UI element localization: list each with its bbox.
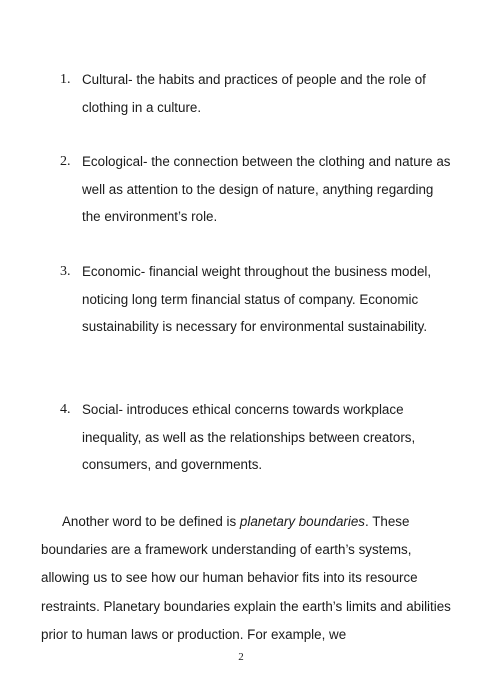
list-item-text: Economic- financial weight throughout the business model, noticing long term financial status of company. Economic sustainability is necessary for environmental sustainability. xyxy=(82,264,432,334)
list-item-text: Cultural- the habits and practices of people and the role of clothing in a culture. xyxy=(82,72,426,115)
list-item-number: 1. xyxy=(60,72,71,87)
list-item-number: 4. xyxy=(60,402,71,417)
defined-term: planetary boundaries xyxy=(239,514,365,529)
body-paragraph xyxy=(41,508,451,649)
page-number: 2 xyxy=(238,651,244,663)
list-item-text: Social- introduces ethical concerns towards workplace inequality, as well as the relationships between creators, consumers, and governments. xyxy=(82,402,416,472)
list-item-number: 2. xyxy=(60,154,71,169)
list-item-number: 3. xyxy=(60,264,71,279)
list-item-text: Ecological- the connection between the clothing and nature as well as attention to the design of nature, anything regarding the environment’s role. xyxy=(82,154,451,224)
paragraph-body-text: . These boundaries are a framework understanding of earth’s systems, allowing us to see how our human behavior fits into its resource restraints. Planetary boundaries explain the earth’s limits and abilities prior to human laws or production. For example, we xyxy=(41,514,451,642)
paragraph-intro-text: Another word to be defined is xyxy=(62,514,240,529)
